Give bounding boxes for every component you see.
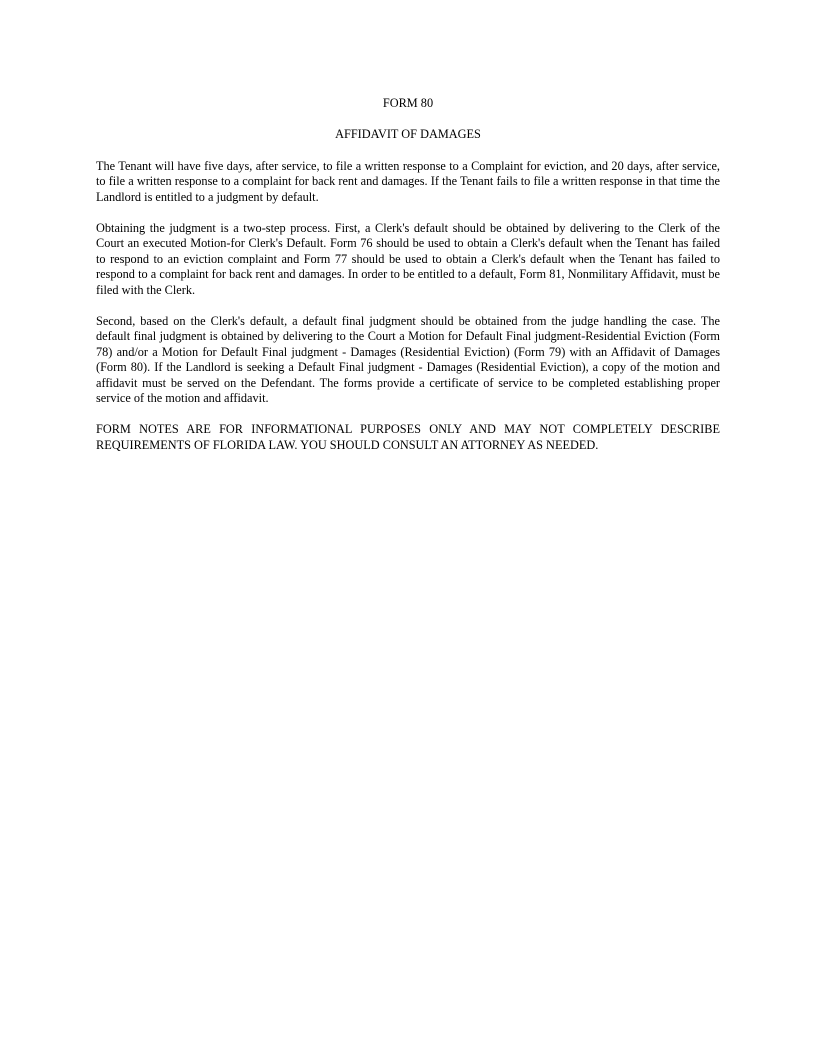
document-page [96, 96, 720, 453]
document-title: AFFIDAVIT OF DAMAGES [335, 127, 481, 142]
form-number: FORM 80 [382, 96, 434, 110]
paragraph-response-time: The Tenant will have five days, after service, to file a written response to a Complaint for eviction, and 20 days, after service, to file a written response to a complaint for back rent and damages. If the Tenant fails to file a written response in that time the Landlord is entitled to a judgment by default. [96, 158, 720, 204]
paragraph-two-step-process: Obtaining the judgment is a two-step process. First, a Clerk's default should be obtained by delivering to the Clerk of the Court an executed Motion-for Clerk's Default. Form 76 should be used to obtain a Clerk's default when the Tenant has failed to respond to an eviction complaint and Form 77 should be used to obtain a Clerk's default when the Tenant has failed to respond to a complaint for back rent and damages. In order to be entitled to a default, Form 81, Nonmilitary Affidavit, must be filed with the Clerk. [96, 221, 720, 297]
legal-notice: FORM NOTES ARE FOR INFORMATIONAL PURPOSES ONLY AND MAY NOT COMPLETELY DESCRIBE REQUIREMENTS OF FLORIDA LAW. YOU SHOULD CONSULT AN ATTORNEY AS NEEDED. [96, 422, 720, 452]
paragraph-default-final-judgment: Second, based on the Clerk's default, a default final judgment should be obtained from the judge handling the case. The default final judgment is obtained by delivering to the Court a Motion for Default Final judgment-Residential Eviction (Form 78) and/or a Motion for Default Final judgment - Damages (Residential Eviction) (Form 79) with an Affidavit of Damages (Form 80). If the Landlord is seeking a Default Final judgment - Damages (Residential Eviction), a copy of the motion and affidavit must be served on the Defendant. The forms provide a certificate of service to be completed establishing proper service of the motion and affidavit. [96, 314, 720, 406]
